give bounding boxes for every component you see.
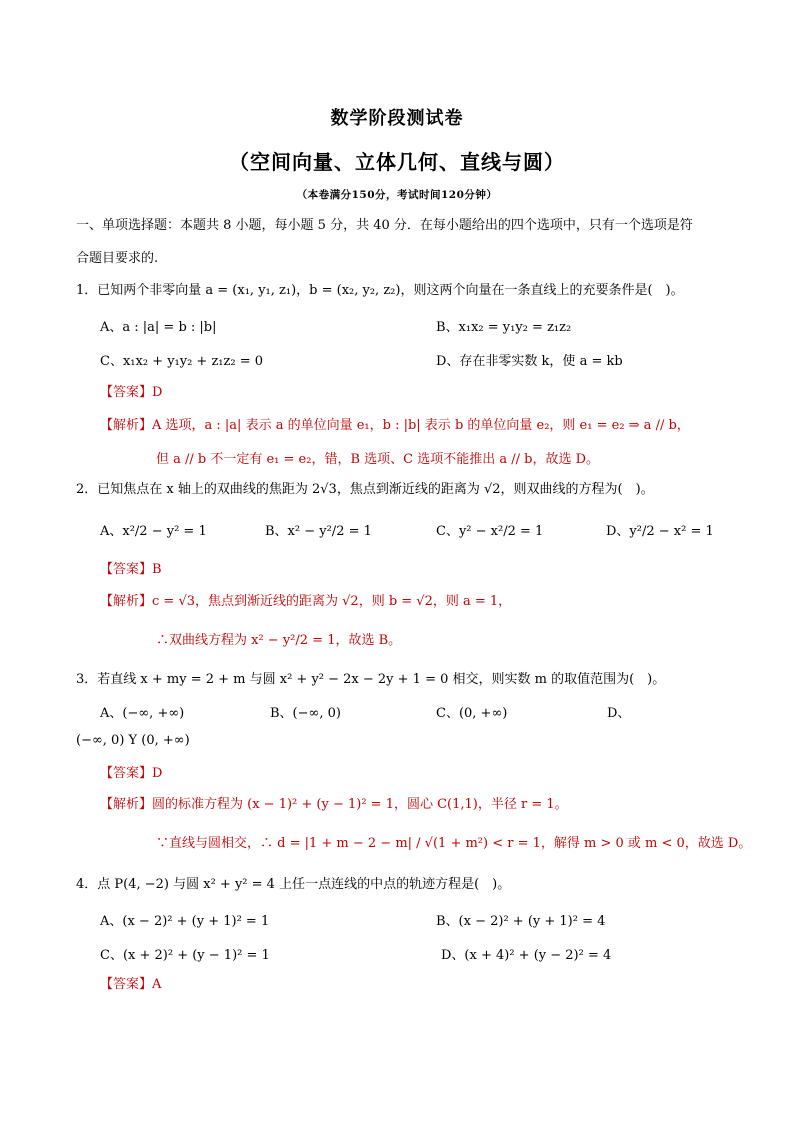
question-2-analysis-cont: ∴双曲线方程为 x² − y²/2 = 1，故选 B。: [156, 633, 402, 648]
analysis-label: 【解析】: [100, 418, 153, 433]
question-1-option-c: C、x₁x₂ + y₁y₂ + z₁z₂ = 0: [100, 354, 264, 369]
analysis-label: 【解析】: [100, 594, 153, 609]
question-1-option-d: D、存在非零实数 k，使 a = kb: [436, 354, 623, 369]
question-3-answer: [100, 762, 162, 781]
answer-value: A: [152, 977, 162, 992]
question-4-answer: [100, 973, 161, 992]
question-2-option-a: A、x²/2 − y² = 1: [100, 524, 207, 539]
question-2-option-c: C、y² − x²/2 = 1: [436, 524, 544, 539]
question-4-option-d: D、(x + 4)² + (y − 2)² = 4: [441, 948, 612, 963]
question-2-option-b: B、x² − y²/2 = 1: [265, 524, 372, 539]
answer-label: 【答案】: [100, 977, 153, 992]
question-2-answer: [100, 558, 162, 577]
question-3-option-d-value: (−∞, 0) Y (0, +∞): [76, 733, 190, 748]
question-1-analysis-cont: 但 a // b 不一定有 e₁ = e₂，错，B 选项、C 选项不能推出 a // b，故选 D。: [156, 452, 600, 467]
question-2-option-d: D、y²/2 − x² = 1: [606, 524, 714, 539]
answer-value: D: [152, 766, 163, 781]
question-1-analysis: [100, 414, 690, 433]
analysis-text: A 选项，a : |a| 表示 a 的单位向量 e₁，b : |b| 表示 b 的单位向量 e₂，则 e₁ = e₂ ⇒ a // b，: [152, 418, 690, 433]
answer-value: B: [152, 562, 162, 577]
question-3-option-b: B、(−∞, 0): [270, 706, 341, 721]
question-4-option-b: B、(x − 2)² + (y + 1)² = 4: [436, 914, 606, 929]
page-title: 数学阶段测试卷: [330, 108, 464, 129]
answer-value: D: [152, 385, 163, 400]
section-heading-line1: 一、单项选择题：本题共 8 小题，每小题 5 分，共 40 分．在每小题给出的四个选项中，只有一个选项是符: [76, 218, 693, 233]
analysis-text: c = √3，焦点到渐近线的距离为 √2，则 b = √2，则 a = 1，: [152, 594, 512, 609]
question-4-stem: 4．点 P(4, −2) 与圆 x² + y² = 4 上任一点连线的中点的轨迹方程是( )。: [76, 877, 511, 892]
question-1-option-a: A、a : |a| = b : |b|: [100, 320, 217, 335]
question-3-stem: 3．若直线 x + my = 2 + m 与圆 x² + y² − 2x − 2y + 1 = 0 相交，则实数 m 的取值范围为( )。: [76, 672, 666, 687]
question-2-analysis: [100, 590, 511, 609]
question-3-option-a: A、(−∞, +∞): [100, 706, 185, 721]
question-1-option-b: B、x₁x₂ = y₁y₂ = z₁z₂: [436, 320, 572, 335]
question-3-option-c: C、(0, +∞): [436, 706, 508, 721]
question-2-stem: 2．已知焦点在 x 轴上的双曲线的焦距为 2√3，焦点到渐近线的距离为 √2，则双曲线的方程为( )。: [76, 482, 654, 497]
question-3-analysis-cont: ∵直线与圆相交，∴ d = |1 + m − 2 − m| / √(1 + m²) < r = 1，解得 m > 0 或 m < 0，故选 D。: [156, 836, 752, 851]
answer-label: 【答案】: [100, 385, 153, 400]
section-heading-line2: 合题目要求的.: [76, 251, 159, 266]
question-1-answer: [100, 381, 162, 400]
page-subtitle: （空间向量、立体几何、直线与圆）: [229, 150, 565, 174]
question-4-option-a: A、(x − 2)² + (y + 1)² = 1: [100, 914, 270, 929]
analysis-label: 【解析】: [100, 797, 153, 812]
exam-note: （本卷满分150分，考试时间120分钟）: [296, 189, 498, 201]
question-1-stem: 1．已知两个非零向量 a = (x₁, y₁, z₁)，b = (x₂, y₂, z₂)，则这两个向量在一条直线上的充要条件是( )。: [76, 283, 684, 298]
question-4-option-c: C、(x + 2)² + (y − 1)² = 1: [100, 948, 270, 963]
question-3-option-d: D、: [607, 706, 631, 721]
analysis-text: 圆的标准方程为 (x − 1)² + (y − 1)² = 1，圆心 C(1,1)，半径 r = 1。: [152, 797, 568, 812]
question-3-analysis: [100, 793, 568, 812]
answer-label: 【答案】: [100, 562, 153, 577]
answer-label: 【答案】: [100, 766, 153, 781]
